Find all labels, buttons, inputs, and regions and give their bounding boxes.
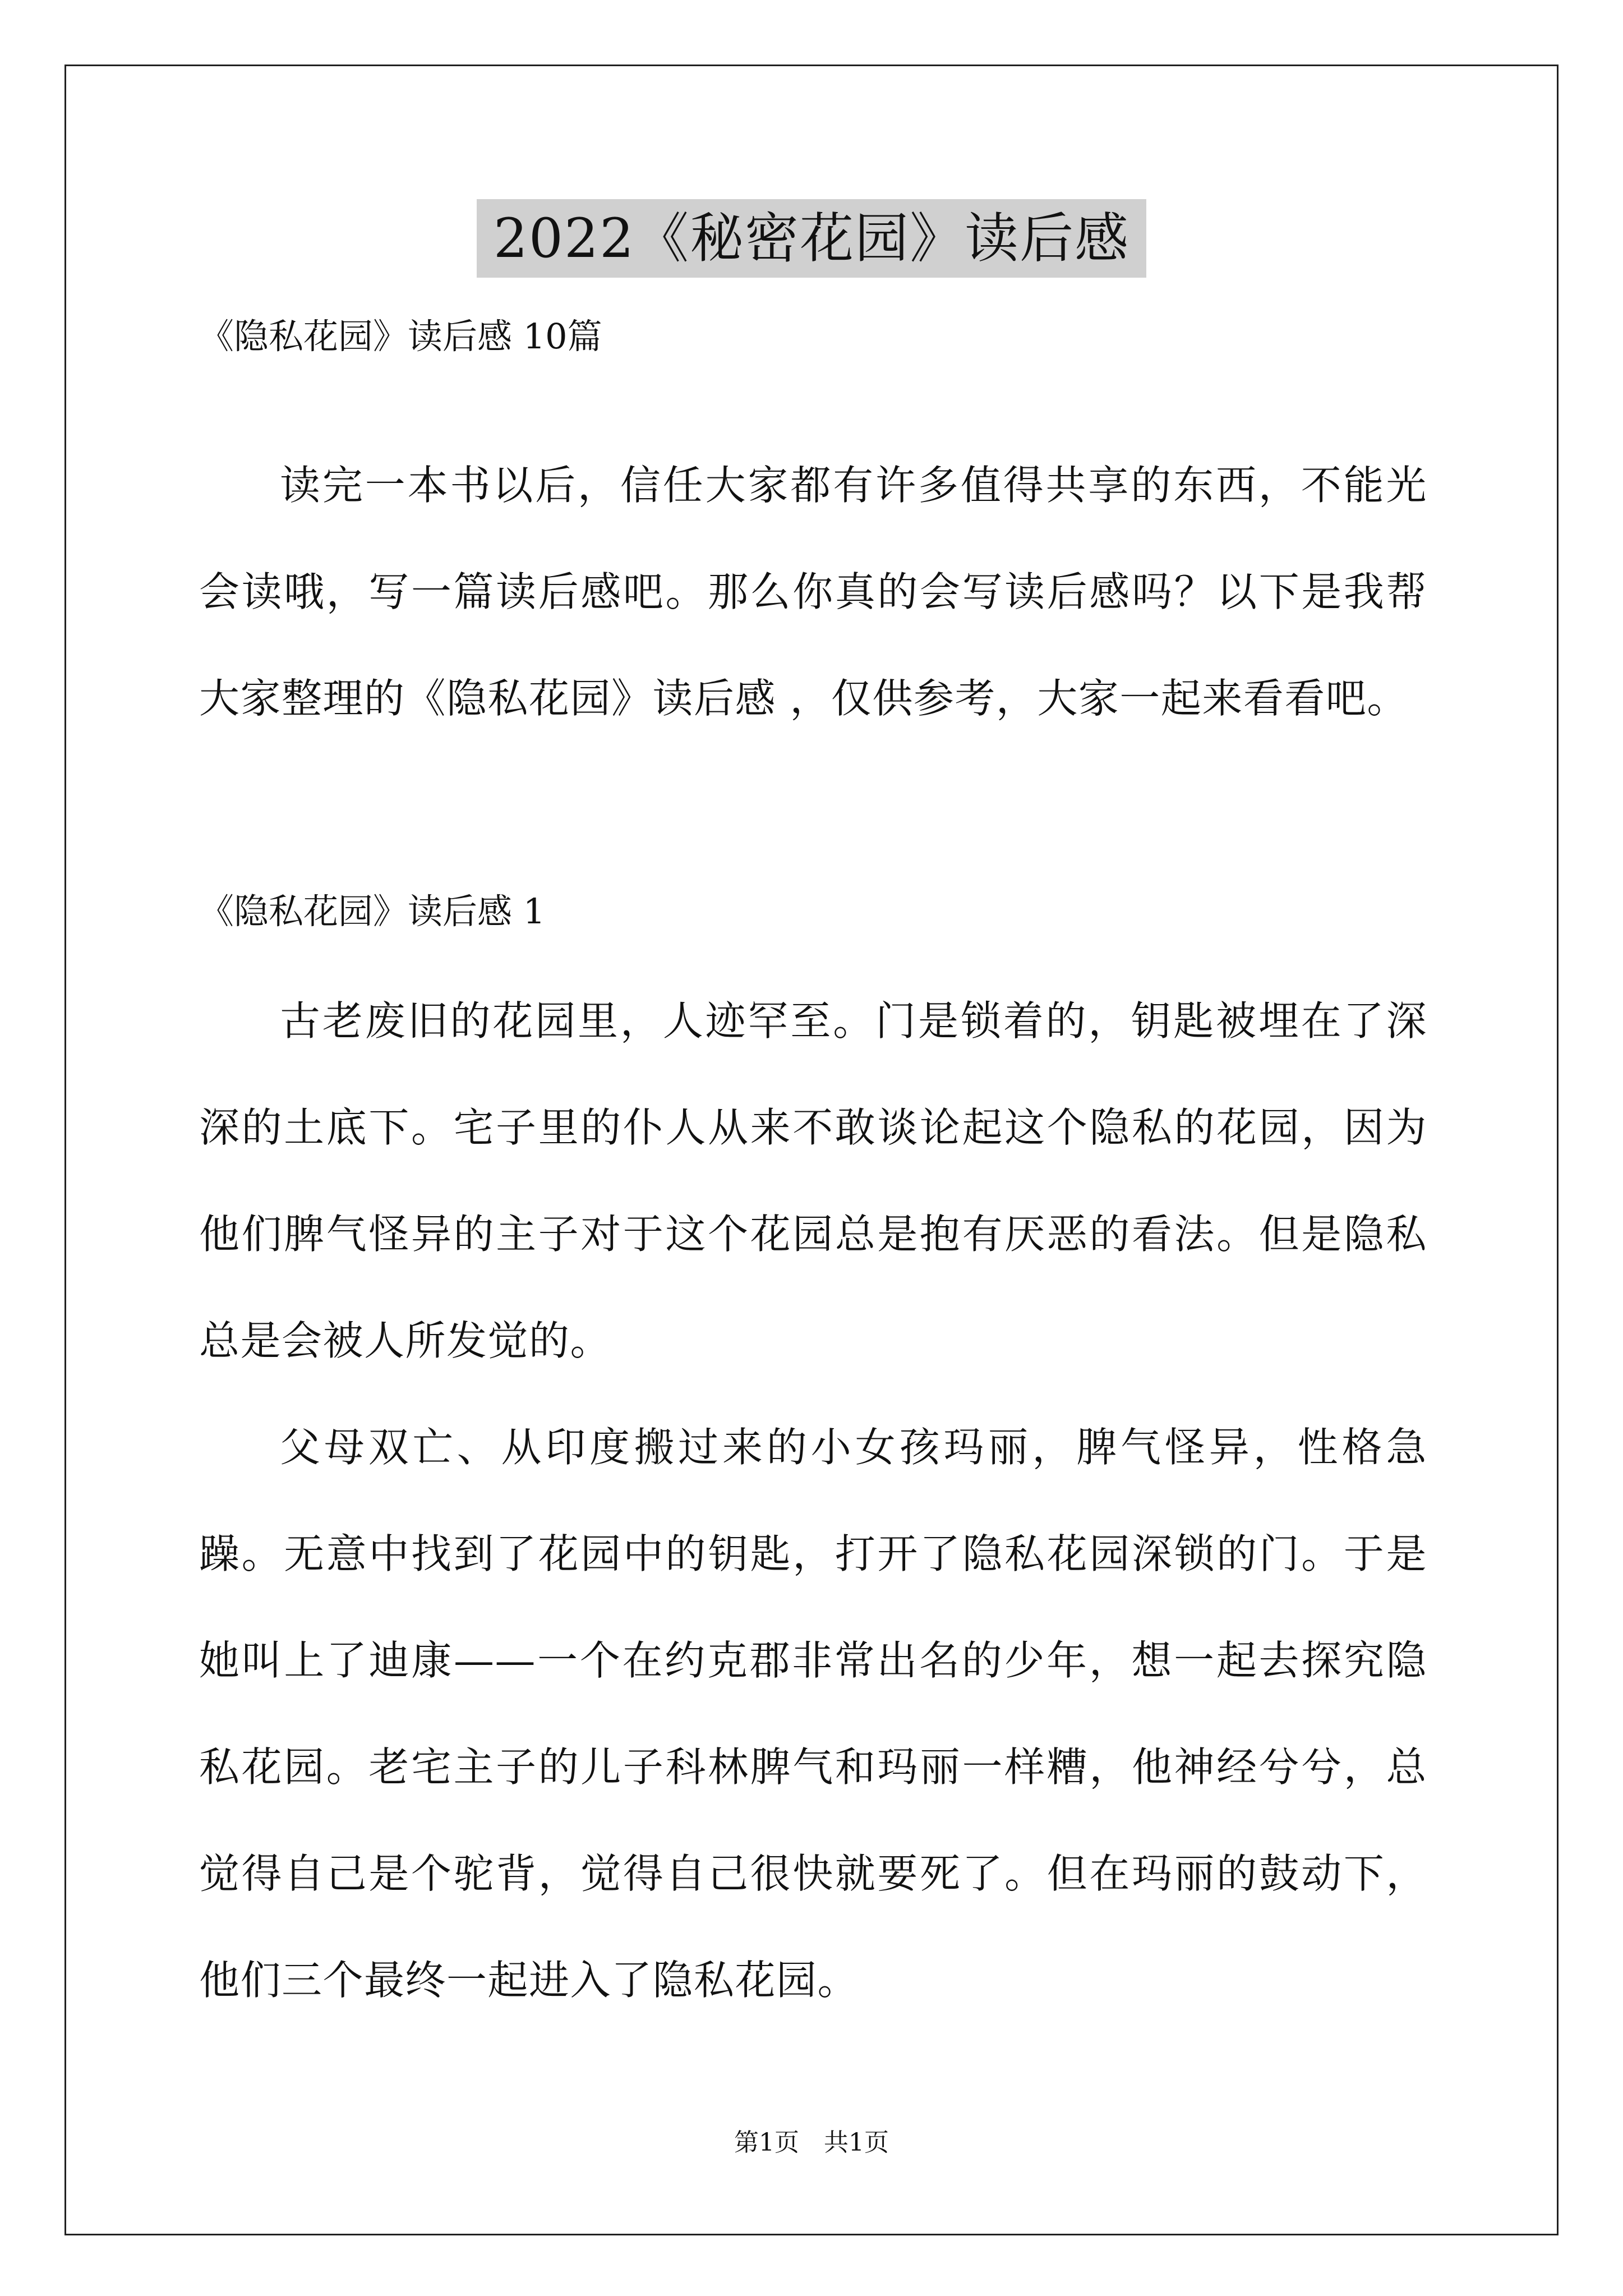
section1-paragraph-1: 古老废旧的花园里，人迹罕至。门是锁着的，钥匙被埋在了深深的土底下。宅子里的仆人从来不敢谈论起这个隐私的花园，因为他们脾气怪异的主子对于这个花园总是抱有厌恶的看法。但是隐私总是会被人所发觉的。 bbox=[199, 997, 1427, 1364]
document-title: 2022《秘密花园》读后感 bbox=[477, 199, 1146, 278]
title-container bbox=[0, 199, 1623, 278]
page-footer: 第1页 共1页 bbox=[734, 2128, 889, 2157]
section1-paragraph-2: 父母双亡、从印度搬过来的小女孩玛丽，脾气怪异，性格急躁。无意中找到了花园中的钥匙，打开了隐私花园深锁的门。于是她叫上了迪康——一个在约克郡非常出名的少年，想一起去探究隐私花园。老宅主子的儿子科林脾气和玛丽一样糟，他神经兮兮，总觉得自己是个驼背，觉得自己很快就要死了。但在玛丽的鼓动下，他们三个最终一起进入了隐私花园。 bbox=[199, 1424, 1427, 2004]
intro-heading: 《隐私花园》读后感 10篇 bbox=[199, 316, 602, 357]
section1-heading: 《隐私花园》读后感 1 bbox=[199, 891, 546, 932]
intro-paragraph: 读完一本书以后，信任大家都有许多值得共享的东西，不能光会读哦，写一篇读后感吧。那么你真的会写读后感吗？以下是我帮大家整理的《隐私花园》读后感 ，仅供参考，大家一起来看看吧。 bbox=[199, 462, 1427, 722]
